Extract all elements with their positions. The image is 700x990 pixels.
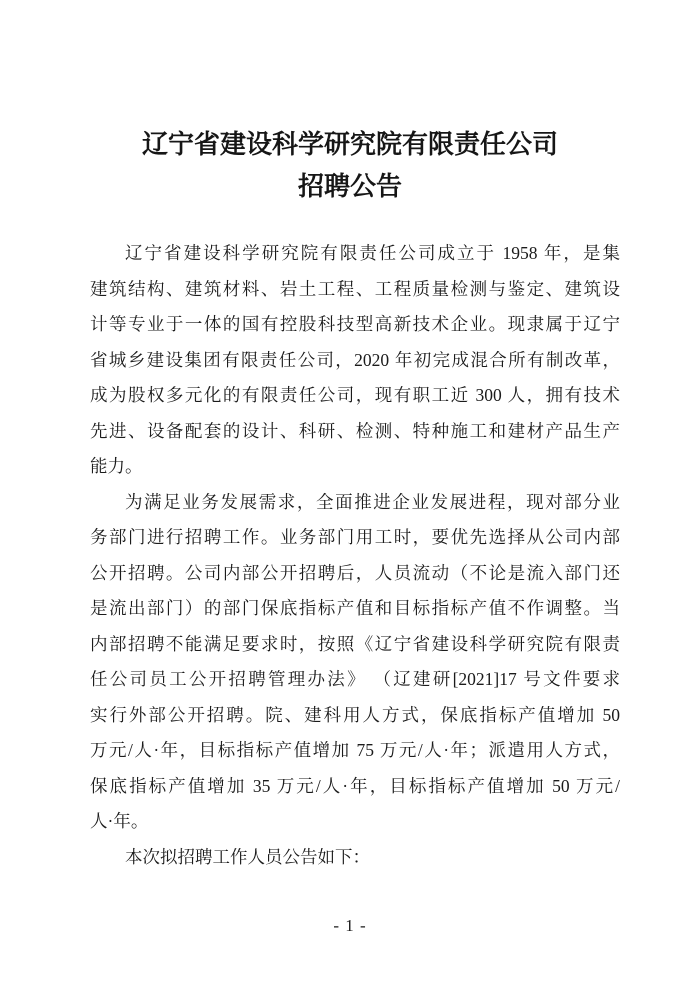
paragraph — [90, 236, 620, 485]
text-line: 任公司员工公开招聘管理办法》 （辽建研[2021]17 号文件要求 — [90, 669, 620, 689]
text-line: 能力。 — [90, 456, 143, 476]
paragraph — [90, 840, 620, 876]
text-line: 内部招聘不能满足要求时，按照《辽宁省建设科学研究院有限责 — [90, 633, 620, 654]
text-line: 务部门进行招聘工作。业务部门用工时，要优先选择从公司内部 — [90, 527, 620, 547]
text-line: 实行外部公开招聘。院、建科用人方式，保底指标产值增加 50 — [90, 704, 620, 725]
title-line-announcement: 招聘公告 — [297, 172, 402, 201]
text-line: 辽宁省建设科学研究院有限责任公司成立于 1958 年，是集 — [125, 243, 620, 263]
page-number: - 1 - — [333, 916, 367, 935]
text-line: 计等专业于一体的国有控股科技型高新技术企业。现隶属于辽宁 — [90, 314, 620, 334]
paragraph — [90, 485, 620, 840]
text-line: 为满足业务发展需求，全面推进企业发展进程，现对部分业 — [125, 491, 620, 512]
text-line: 是流出部门）的部门保底指标产值和目标指标产值不作调整。当 — [90, 598, 620, 618]
text-line: 保底指标产值增加 35 万元/人·年，目标指标产值增加 50 万元/ — [90, 775, 620, 796]
title-line-company: 辽宁省建设科学研究院有限责任公司 — [141, 130, 558, 159]
text-line: 成为股权多元化的有限责任公司，现有职工近 300 人，拥有技术 — [90, 385, 620, 405]
text-line: 公开招聘。公司内部公开招聘后，人员流动（不论是流入部门还 — [90, 562, 620, 583]
document-title — [0, 0, 700, 208]
text-line: 建筑结构、建筑材料、岩土工程、工程质量检测与鉴定、建筑设 — [90, 278, 620, 299]
text-line: 省城乡建设集团有限责任公司，2020 年初完成混合所有制改革， — [90, 349, 620, 370]
text-line: 人·年。 — [90, 811, 149, 831]
text-line: 万元/人·年，目标指标产值增加 75 万元/人·年；派遣用人方式， — [90, 740, 620, 760]
text-line: 先进、设备配套的设计、科研、检测、特种施工和建材产品生产 — [90, 420, 620, 441]
text-line: 本次拟招聘工作人员公告如下： — [125, 846, 370, 867]
document-body — [90, 236, 620, 875]
